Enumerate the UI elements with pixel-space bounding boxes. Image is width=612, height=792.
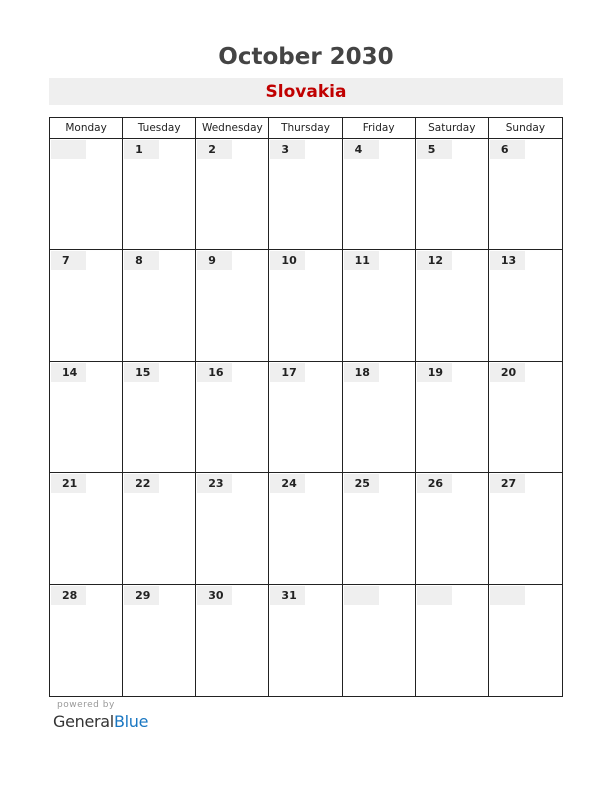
day-cell [489,473,562,584]
day-cell [50,362,123,473]
calendar-grid [49,117,563,697]
day-number: 17 [270,363,305,382]
day-cell [416,585,489,696]
day-number: 4 [344,140,379,159]
day-cell [196,250,269,361]
day-cell [50,473,123,584]
day-number [417,586,452,605]
weekday-header: Thursday [269,118,342,139]
day-number: 1 [124,140,159,159]
day-number: 9 [197,251,232,270]
weekday-header: Sunday [489,118,562,139]
day-cell [50,139,123,250]
day-cell [196,585,269,696]
day-number [344,586,379,605]
day-cell [269,362,342,473]
day-cell [196,473,269,584]
day-number: 13 [490,251,525,270]
weekday-header: Saturday [416,118,489,139]
weekday-header: Friday [343,118,416,139]
day-cell [269,585,342,696]
day-number: 3 [270,140,305,159]
brand-logo [53,712,148,731]
day-number: 24 [270,474,305,493]
day-number: 6 [490,140,525,159]
weekday-header: Tuesday [123,118,196,139]
day-cell [416,473,489,584]
day-number: 5 [417,140,452,159]
day-number: 20 [490,363,525,382]
day-cell [269,139,342,250]
day-cell [123,139,196,250]
day-number [490,586,525,605]
day-cell [196,362,269,473]
day-number: 26 [417,474,452,493]
brand-name-general: General [53,712,114,731]
day-cell [50,585,123,696]
brand-name-blue: Blue [113,712,149,731]
day-cell [123,473,196,584]
day-cell [489,250,562,361]
day-cell [489,585,562,696]
day-number: 21 [51,474,86,493]
day-cell [489,362,562,473]
day-number: 10 [270,251,305,270]
day-cell [343,585,416,696]
day-number: 22 [124,474,159,493]
day-number: 18 [344,363,379,382]
day-number: 23 [197,474,232,493]
day-cell [123,362,196,473]
day-number: 25 [344,474,379,493]
weekday-header: Monday [50,118,123,139]
day-cell [123,250,196,361]
day-cell [269,250,342,361]
day-cell [343,473,416,584]
day-cell [343,362,416,473]
day-cell [343,139,416,250]
day-number: 30 [197,586,232,605]
day-number: 27 [490,474,525,493]
day-number: 7 [51,251,86,270]
country-bar [49,78,563,105]
day-number: 8 [124,251,159,270]
day-number: 11 [344,251,379,270]
day-cell [50,250,123,361]
country-label: Slovakia [265,82,347,102]
day-number: 19 [417,363,452,382]
day-cell [416,139,489,250]
day-number: 15 [124,363,159,382]
day-number: 16 [197,363,232,382]
powered-by-label: powered by [57,700,115,710]
day-number [51,140,86,159]
day-number: 31 [270,586,305,605]
page-title: October 2030 [218,44,394,70]
day-cell [196,139,269,250]
day-cell [343,250,416,361]
weekday-header: Wednesday [196,118,269,139]
day-cell [416,250,489,361]
day-cell [489,139,562,250]
day-cell [123,585,196,696]
day-number: 14 [51,363,86,382]
day-number: 2 [197,140,232,159]
day-number: 29 [124,586,159,605]
day-cell [269,473,342,584]
day-number: 12 [417,251,452,270]
day-cell [416,362,489,473]
day-number: 28 [51,586,86,605]
